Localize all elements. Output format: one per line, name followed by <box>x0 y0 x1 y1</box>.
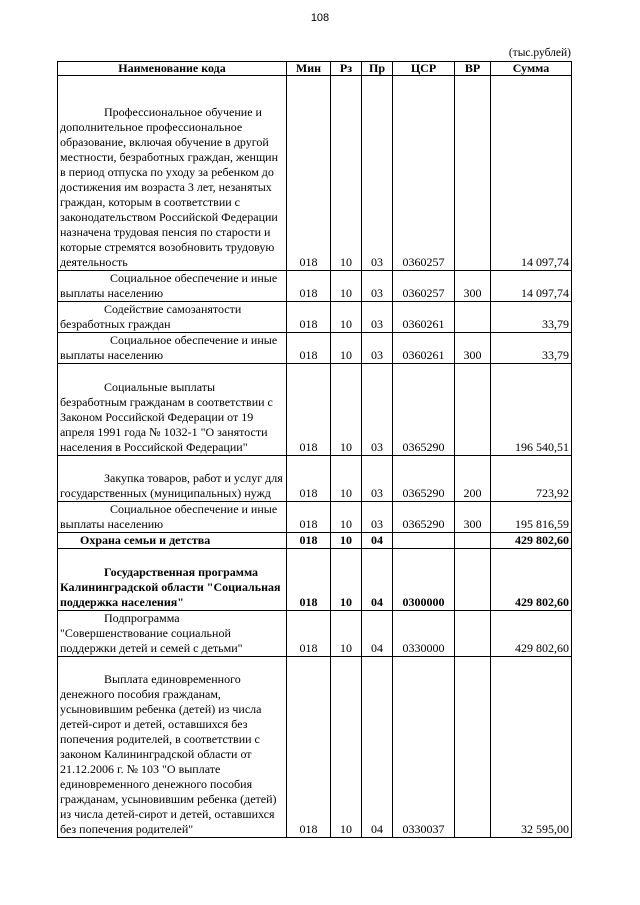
row-vr <box>455 549 491 611</box>
header-csr: ЦСР <box>393 62 455 76</box>
row-pr: 03 <box>362 456 393 502</box>
row-name-first: Подпрограмма <box>104 611 180 625</box>
row-name-first: Социальное обеспечение и иные <box>110 333 278 347</box>
row-name-rest: дополнительное профессиональное образование, включая обучение в другой местности, безработных граждан, женщин в период отпуска по уходу за ребенком до достижения им возраста 3 лет, незанятых граждан, которым в соответствии с законодательством Российской Федерации назначена трудовая пенсия по старости и которые стремятся возобновить трудовую деятельность <box>60 120 279 269</box>
table-row <box>58 333 572 364</box>
header-name: Наименование кода <box>58 62 287 76</box>
row-rz: 10 <box>331 657 362 838</box>
row-csr <box>393 533 455 549</box>
table-row <box>58 76 572 271</box>
row-name <box>58 657 287 838</box>
row-name-first: Социальное обеспечение и иные <box>110 271 278 285</box>
table-row <box>58 364 572 456</box>
row-min: 018 <box>287 657 331 838</box>
row-csr: 0360257 <box>393 271 455 302</box>
row-min: 018 <box>287 456 331 502</box>
row-sum: 195 816,59 <box>491 502 572 533</box>
row-rz: 10 <box>331 76 362 271</box>
row-csr: 0365290 <box>393 364 455 456</box>
row-name-first: Закупка товаров, работ и услуг <box>104 471 263 485</box>
row-csr: 0360257 <box>393 76 455 271</box>
row-rz: 10 <box>331 502 362 533</box>
row-rz: 10 <box>331 549 362 611</box>
row-sum: 32 595,00 <box>491 657 572 838</box>
table-row <box>58 533 572 549</box>
row-rz: 10 <box>331 302 362 333</box>
row-name-rest: Калининградской области "Социальная поддержка населения" <box>60 580 281 609</box>
row-sum: 429 802,60 <box>491 533 572 549</box>
row-sum: 14 097,74 <box>491 271 572 302</box>
row-name <box>58 611 287 657</box>
row-vr: 200 <box>455 456 491 502</box>
table-row <box>58 271 572 302</box>
row-vr <box>455 76 491 271</box>
row-name-first: Выплата единовременного <box>104 672 241 686</box>
row-name-rest: выплаты населению <box>60 286 164 300</box>
row-sum: 33,79 <box>491 302 572 333</box>
table-header-row <box>58 62 572 76</box>
row-name <box>58 76 287 271</box>
row-sum: 14 097,74 <box>491 76 572 271</box>
header-vr: ВР <box>455 62 491 76</box>
row-name-rest: выплаты населению <box>60 517 164 531</box>
row-rz: 10 <box>331 271 362 302</box>
row-name <box>58 502 287 533</box>
row-csr: 0365290 <box>393 456 455 502</box>
row-csr: 0330000 <box>393 611 455 657</box>
row-pr: 03 <box>362 364 393 456</box>
row-csr: 0330037 <box>393 657 455 838</box>
table-row <box>58 502 572 533</box>
header-sum: Сумма <box>491 62 572 76</box>
row-pr: 04 <box>362 533 393 549</box>
row-min: 018 <box>287 533 331 549</box>
row-name-first: Социальное обеспечение и иные <box>110 502 278 516</box>
row-vr: 300 <box>455 271 491 302</box>
header-rz: Рз <box>331 62 362 76</box>
row-pr: 03 <box>362 271 393 302</box>
row-min: 018 <box>287 302 331 333</box>
row-pr: 03 <box>362 333 393 364</box>
row-pr: 03 <box>362 502 393 533</box>
row-name <box>58 302 287 333</box>
row-name <box>58 533 287 549</box>
table-row <box>58 611 572 657</box>
row-pr: 04 <box>362 657 393 838</box>
row-vr <box>455 611 491 657</box>
row-rz: 10 <box>331 611 362 657</box>
row-vr <box>455 302 491 333</box>
row-min: 018 <box>287 611 331 657</box>
row-sum: 33,79 <box>491 333 572 364</box>
row-name <box>58 333 287 364</box>
row-pr: 04 <box>362 611 393 657</box>
row-name-rest: выплаты населению <box>60 348 164 362</box>
row-name-rest: для государственных (муниципальных) нужд <box>60 471 283 500</box>
row-vr <box>455 533 491 549</box>
row-name-first: Содействие самозанятости <box>104 302 242 316</box>
row-csr: 0365290 <box>393 502 455 533</box>
row-rz: 10 <box>331 533 362 549</box>
row-csr: 0300000 <box>393 549 455 611</box>
row-sum: 196 540,51 <box>491 364 572 456</box>
units-label: (тыс.рублей) <box>508 47 571 59</box>
row-name-rest: безработным гражданам в соответствии с Законом Российской Федерации от 19 апреля 1991 года № 1032-1 "О занятости населения в Российской Федерации" <box>60 395 273 454</box>
header-pr: Пр <box>362 62 393 76</box>
row-name <box>58 549 287 611</box>
row-csr: 0360261 <box>393 302 455 333</box>
table-row <box>58 302 572 333</box>
header-min: Мин <box>287 62 331 76</box>
row-vr: 300 <box>455 502 491 533</box>
row-rz: 10 <box>331 364 362 456</box>
row-name-rest: денежного пособия гражданам, усыновившим ребенка (детей) из числа детей-сирот и детей, оставшихся без попечения родителей, в соответствии с законом Калининградской области от 21.12.2006 г. № 103 "О выплате единовременного денежного пособия гражданам, усыновившим ребенка (детей) из числа детей-сирот и детей, оставшихся без попечения родителей" <box>60 687 277 836</box>
row-name <box>58 364 287 456</box>
row-name-first: Государственная программа <box>104 565 259 579</box>
table-row <box>58 456 572 502</box>
row-sum: 723,92 <box>491 456 572 502</box>
row-min: 018 <box>287 549 331 611</box>
row-vr: 300 <box>455 333 491 364</box>
page-number: 108 <box>310 12 330 24</box>
row-min: 018 <box>287 502 331 533</box>
row-name-first: Социальные выплаты <box>104 380 216 394</box>
row-rz: 10 <box>331 333 362 364</box>
row-name-first: Профессиональное обучение и <box>104 105 262 119</box>
table-row <box>58 657 572 838</box>
row-sum: 429 802,60 <box>491 549 572 611</box>
row-rz: 10 <box>331 456 362 502</box>
row-name <box>58 456 287 502</box>
row-min: 018 <box>287 333 331 364</box>
row-csr: 0360261 <box>393 333 455 364</box>
row-pr: 04 <box>362 549 393 611</box>
row-name-rest: "Совершенствование социальной поддержки детей и семей с детьми" <box>60 626 243 655</box>
row-vr <box>455 657 491 838</box>
row-min: 018 <box>287 364 331 456</box>
row-min: 018 <box>287 76 331 271</box>
row-sum: 429 802,60 <box>491 611 572 657</box>
row-pr: 03 <box>362 76 393 271</box>
row-name <box>58 271 287 302</box>
table-row <box>58 549 572 611</box>
row-name-first: Охрана семьи и детства <box>80 533 211 547</box>
row-min: 018 <box>287 271 331 302</box>
row-pr: 03 <box>362 302 393 333</box>
budget-table <box>57 61 572 838</box>
row-name-rest: безработных граждан <box>60 317 171 331</box>
row-vr <box>455 364 491 456</box>
